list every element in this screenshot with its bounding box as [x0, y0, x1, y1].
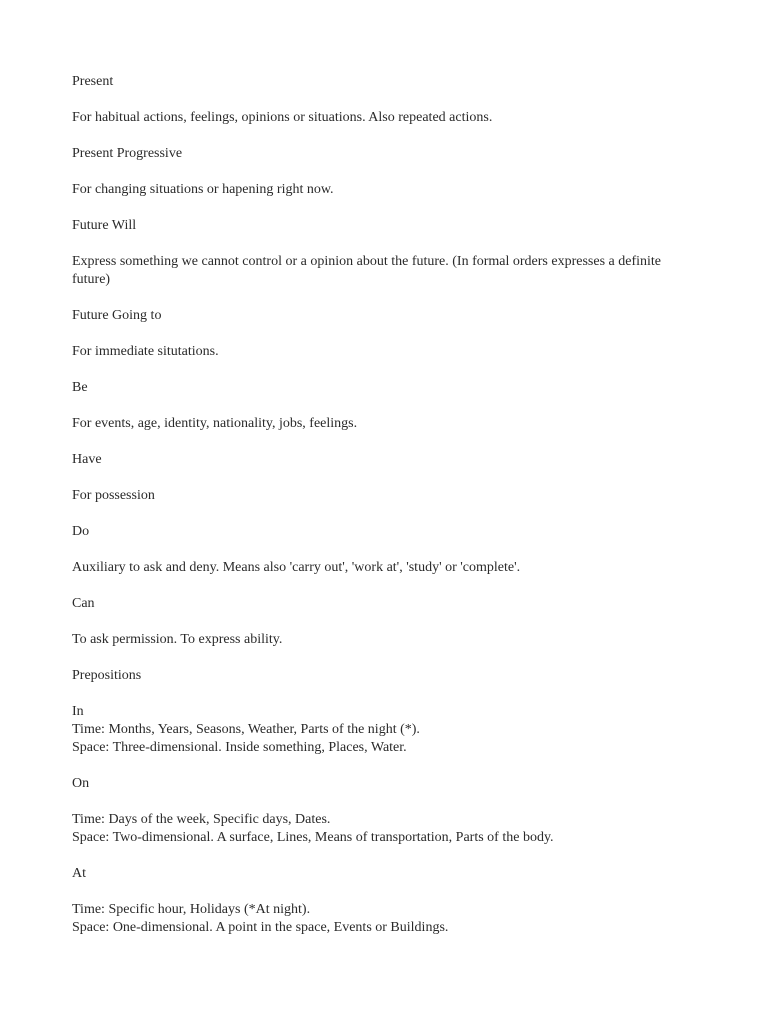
future-will-heading: Future Will	[72, 218, 137, 233]
prepositions-heading: Prepositions	[72, 668, 142, 683]
present-description: For habitual actions, feelings, opinions or situations. Also repeated actions.	[72, 110, 493, 125]
present-heading: Present	[72, 74, 114, 89]
be-description: For events, age, identity, nationality, jobs, feelings.	[72, 416, 358, 431]
at-time: Time: Specific hour, Holidays (*At night).	[72, 902, 311, 917]
present-progressive-heading: Present Progressive	[72, 146, 183, 161]
present-progressive-description: For changing situations or hapening right now.	[72, 182, 334, 197]
document-page	[72, 73, 692, 937]
in-heading: In	[72, 704, 84, 719]
have-heading: Have	[72, 452, 102, 467]
in-time: Time: Months, Years, Seasons, Weather, Parts of the night (*).	[72, 722, 420, 737]
can-description: To ask permission. To express ability.	[72, 632, 283, 647]
be-heading: Be	[72, 380, 88, 395]
can-heading: Can	[72, 596, 95, 611]
have-description: For possession	[72, 488, 155, 503]
on-space: Space: Two-dimensional. A surface, Lines, Means of transportation, Parts of the body.	[72, 830, 554, 845]
at-heading: At	[72, 866, 86, 881]
on-time: Time: Days of the week, Specific days, Dates.	[72, 812, 331, 827]
at-space: Space: One-dimensional. A point in the space, Events or Buildings.	[72, 920, 449, 935]
on-heading: On	[72, 776, 90, 791]
future-will-description: Express something we cannot control or a opinion about the future. (In formal orders expresses a definite future)	[72, 254, 661, 287]
future-going-to-heading: Future Going to	[72, 308, 162, 323]
in-space: Space: Three-dimensional. Inside something, Places, Water.	[72, 740, 407, 755]
do-heading: Do	[72, 524, 90, 539]
future-going-to-description: For immediate situtations.	[72, 344, 219, 359]
do-description: Auxiliary to ask and deny. Means also 'carry out', 'work at', 'study' or 'complete'.	[72, 560, 521, 575]
